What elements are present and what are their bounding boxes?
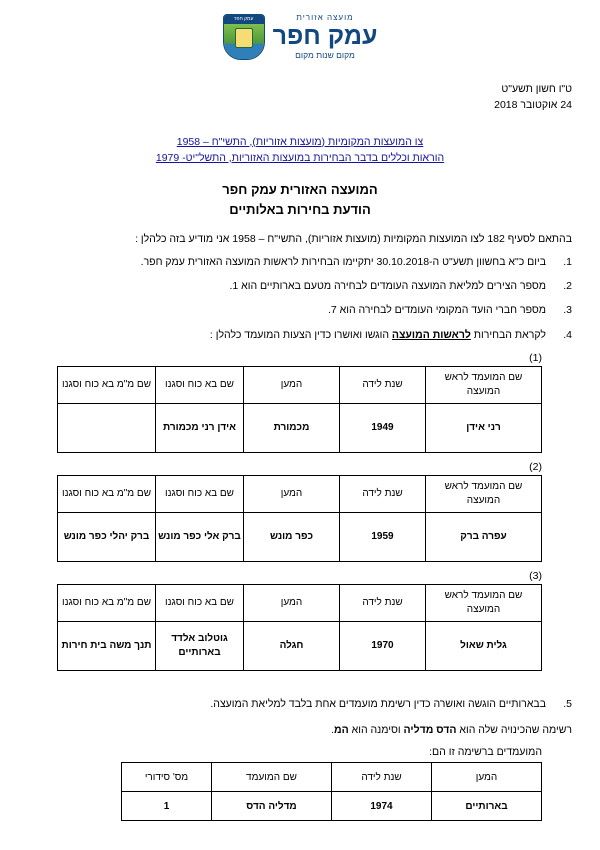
doc-title-line-1: המועצה האזורית עמק חפר	[222, 182, 378, 198]
date-gregorian: 24 אוקטובר 2018	[494, 98, 572, 111]
td-address: חגלה	[244, 621, 340, 670]
th-address: המען	[432, 763, 542, 792]
table-header-row	[58, 584, 542, 621]
candidate-table-3	[57, 584, 542, 671]
table-row	[122, 792, 542, 821]
table-row	[58, 512, 542, 561]
table-header-row	[122, 763, 542, 792]
table-2-index: (2)	[529, 460, 542, 473]
th-candidate-name: שם המועמד לראש המועצה	[426, 475, 542, 512]
td-address: כפר מונש	[244, 512, 340, 561]
td-birth-year: 1949	[340, 403, 426, 452]
candidate-table-1	[57, 366, 542, 453]
th-birth-year: שנת לידה	[332, 763, 432, 792]
th-representative: שם בא כוח וסגנו	[156, 584, 244, 621]
th-serial-number: מס' סידורי	[122, 763, 212, 792]
law-title-line-1: צו המועצות המקומיות (מועצות אזוריות), התשי"ח – 1958	[176, 135, 424, 148]
table-row	[58, 403, 542, 452]
th-candidate-name: שם המועמד	[212, 763, 332, 792]
th-candidate-name: שם המועמד לראש המועצה	[426, 584, 542, 621]
td-address: מכמורת	[244, 403, 340, 452]
th-address: המען	[244, 366, 340, 403]
td-deputy-representative	[58, 403, 156, 452]
logo-main-text: עמק חפר	[272, 22, 378, 51]
th-birth-year: שנת לידה	[340, 475, 426, 512]
logo-top-line: מועצה אזורית	[296, 12, 354, 22]
th-address: המען	[244, 584, 340, 621]
table-row	[58, 621, 542, 670]
table-3-index: (3)	[529, 569, 542, 582]
date-block	[0, 82, 600, 114]
td-deputy-representative: תנך משה בית חירות	[58, 621, 156, 670]
td-birth-year: 1970	[340, 621, 426, 670]
list-note-before: רשימה שהכינויה שלה הוא	[456, 723, 572, 736]
list-name-bold: הדס מדליה	[403, 723, 457, 736]
clause-3-number: 3.	[563, 304, 572, 317]
clause-5-text: בבארותיים הוגשה ואושרה כדין רשימת מועמדים אחת בלבד למליאת המועצה.	[210, 697, 546, 710]
clause-4-text-emphasis: לראשות המועצה	[391, 328, 471, 341]
page-title	[0, 180, 600, 219]
clauses-list	[28, 255, 572, 343]
td-birth-year: 1959	[340, 512, 426, 561]
list-name-note	[0, 723, 600, 739]
candidate-table-2	[57, 475, 542, 562]
th-candidate-name: שם המועמד לראש המועצה	[426, 366, 542, 403]
td-candidate-name: עפרה ברק	[426, 512, 542, 561]
table-1-index: (1)	[529, 351, 542, 364]
doc-title-line-2: הודעת בחירות באלותיים	[229, 201, 371, 217]
list-candidates-table	[121, 762, 542, 821]
crest-top-label: עמק חפר	[224, 15, 264, 24]
clause-4	[28, 328, 572, 343]
th-birth-year: שנת לידה	[340, 584, 426, 621]
td-serial-number: 1	[122, 792, 212, 821]
td-representative: אידן רני מכמורת	[156, 403, 244, 452]
crest-icon	[223, 14, 265, 60]
table-header-row	[58, 475, 542, 512]
clause-5-number: 5.	[563, 697, 572, 710]
table-header-row	[58, 366, 542, 403]
intro-paragraph: בהתאם לסעיף 182 לצו המועצות המקומיות (מועצות אזוריות), התשי"ח – 1958 אני מודיע בזה כלהלן :	[135, 233, 572, 246]
clause-3-text: מספר חברי הועד המקומי העומדים לבחירה הוא 7.	[327, 304, 546, 317]
td-candidate-name: רני אידן	[426, 403, 542, 452]
th-birth-year: שנת לידה	[340, 366, 426, 403]
clause-4-number: 4.	[563, 328, 572, 341]
list-note-after: .	[331, 723, 334, 736]
logo-sub-text: מקום שנות מקום	[295, 50, 355, 61]
list-note-middle: וסימנה הוא	[348, 723, 404, 736]
th-representative: שם בא כוח וסגנו	[156, 475, 244, 512]
list-intro: המועמדים ברשימה זו הם:	[429, 746, 542, 759]
law-title-line-2: הוראות וכללים בדבר הבחירות במועצות האזוריות, התשל"יט- 1979	[155, 151, 445, 164]
clause-4-text-before: לקראת הבחירות	[470, 328, 546, 341]
th-deputy-representative: שם מ"מ בא כוח וסגנו	[58, 584, 156, 621]
clause-3	[28, 303, 572, 318]
law-title	[0, 134, 600, 167]
clause-4-text-after: הוגשו ואושרו כדין הצעות המועמד כלהלן :	[209, 328, 392, 341]
th-deputy-representative: שם מ"מ בא כוח וסגנו	[58, 475, 156, 512]
clause-2	[28, 279, 572, 294]
clause-5-block	[0, 697, 600, 713]
td-deputy-representative: ברק יהלי כפר מונש	[58, 512, 156, 561]
clause-1	[28, 255, 572, 270]
crest-emblem-icon	[235, 28, 253, 48]
list-symbol-bold: המ	[333, 723, 349, 736]
td-representative: ברק אלי כפר מונש	[156, 512, 244, 561]
th-address: המען	[244, 475, 340, 512]
td-candidate-name: גלית שאול	[426, 621, 542, 670]
td-address: בארותיים	[432, 792, 542, 821]
date-hebrew: ט"ו חשון תשע"ט	[501, 83, 572, 95]
th-representative: שם בא כוח וסגנו	[156, 366, 244, 403]
th-deputy-representative: שם מ"מ בא כוח וסגנו	[58, 366, 156, 403]
td-representative: גוטלוב אלדד בארותיים	[156, 621, 244, 670]
clause-1-number: 1.	[563, 256, 572, 269]
clause-2-number: 2.	[563, 280, 572, 293]
clause-2-text: מספר הצירים למליאת המועצה העומדים לבחירה מטעם בארותיים הוא 1.	[229, 280, 546, 293]
clause-1-text: ביום כ"א בחשוון תשע"ט ה-30.10.2018 יתקיימו הבחירות לראשות המועצה האזורית עמק חפר.	[140, 256, 546, 269]
td-candidate-name: מדליה הדס	[212, 792, 332, 821]
municipality-logo	[0, 0, 600, 66]
td-birth-year: 1974	[332, 792, 432, 821]
